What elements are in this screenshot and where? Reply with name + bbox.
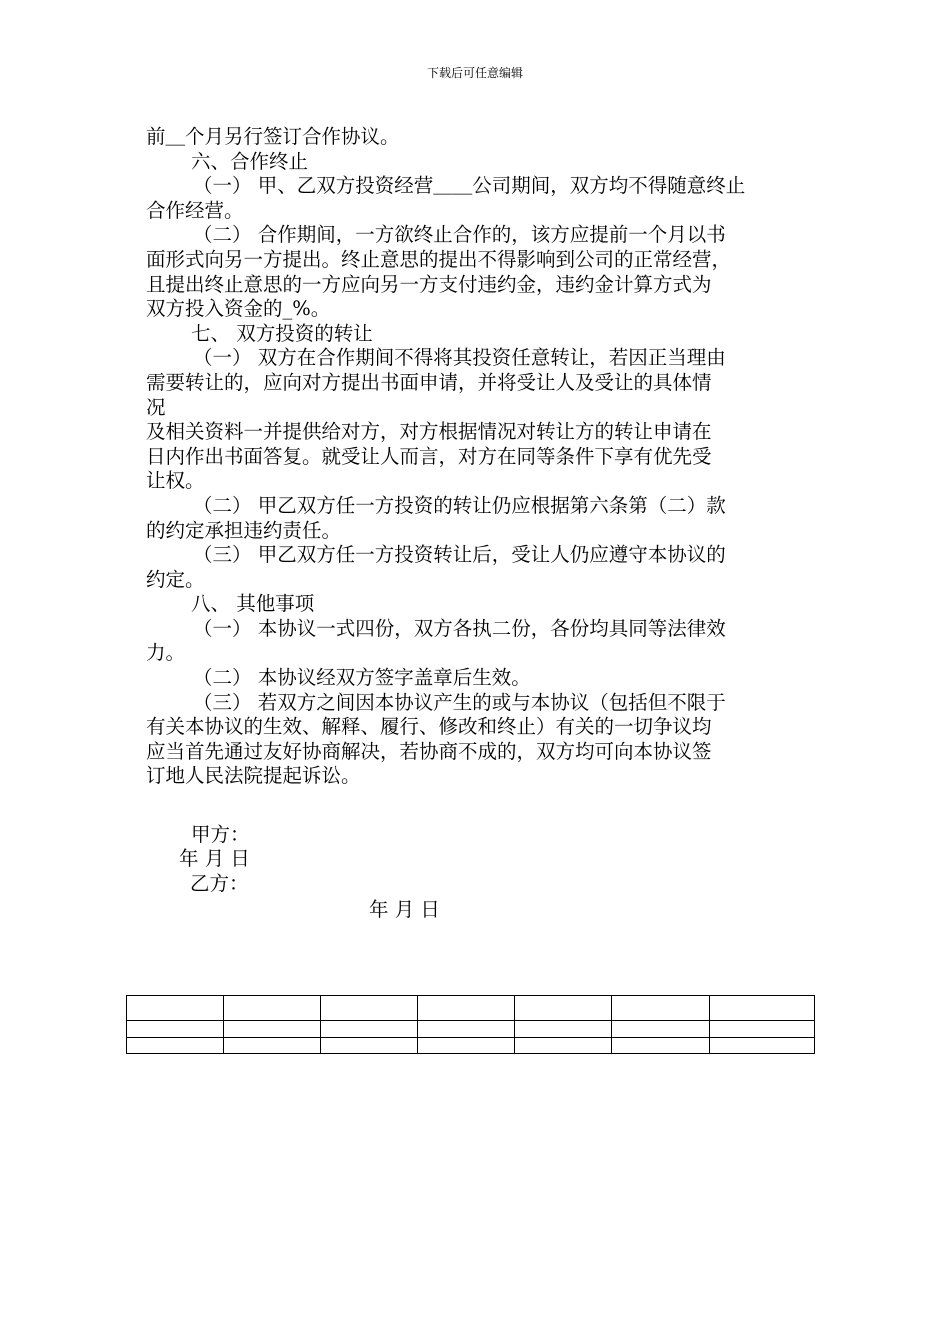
table-cell: [224, 1021, 321, 1038]
party-a-label: 甲方：: [191, 823, 250, 846]
body-line: （一） 本协议一式四份，双方各执二份，各份均具同等法律效: [193, 616, 726, 640]
party-b-label: 乙方：: [190, 872, 249, 895]
table-cell: [710, 1021, 815, 1038]
agreement-body: [146, 125, 826, 789]
body-line: 让权。: [146, 469, 205, 493]
table-cell: [418, 996, 515, 1021]
page-header: 下载后可任意编辑: [426, 66, 523, 80]
body-line: 约定。: [146, 567, 205, 591]
body-line: （一） 甲、乙双方投资经营＿＿公司期间，双方均不得随意终止: [193, 174, 746, 198]
body-line: （二） 甲乙双方任一方投资的转让仍应根据第六条第（二）款: [193, 493, 726, 517]
body-line: 应当首先通过友好协商解决，若协商不成的，双方均可向本协议签: [146, 739, 712, 763]
table-cell: [418, 1038, 515, 1054]
body-line: 有关本协议的生效、解释、履行、修改和终止）有关的一切争议均: [146, 715, 712, 739]
body-line: 八、 其他事项: [191, 592, 315, 616]
body-line: 需要转让的，应向对方提出书面申请，并将受让人及受让的具体情: [146, 370, 712, 394]
table-cell: [321, 1038, 418, 1054]
table-cell: [710, 1038, 815, 1054]
table-cell: [710, 996, 815, 1021]
body-line: （三） 若双方之间因本协议产生的或与本协议（包括但不限于: [193, 690, 726, 714]
body-line: （二） 本协议经双方签字盖章后生效。: [193, 666, 531, 690]
table-row: [127, 1038, 815, 1054]
table-cell: [321, 996, 418, 1021]
table-row: [127, 1021, 815, 1038]
table-cell: [612, 1021, 710, 1038]
body-line: 合作经营。: [146, 198, 244, 222]
party-a-date: 年 月 日: [179, 847, 250, 870]
table-row: [127, 996, 815, 1021]
body-line: 的约定承担违约责任。: [146, 518, 342, 542]
table-cell: [515, 1038, 612, 1054]
body-line: （三） 甲乙双方任一方投资转让后，受让人仍应遵守本协议的: [193, 543, 726, 567]
table-cell: [224, 1038, 321, 1054]
table-cell: [224, 996, 321, 1021]
table-cell: [612, 1038, 710, 1054]
table-cell: [127, 1021, 224, 1038]
party-b-date: 年 月 日: [369, 898, 440, 921]
table-cell: [418, 1021, 515, 1038]
table-cell: [612, 996, 710, 1021]
body-line: 及相关资料一并提供给对方，对方根据情况对转让方的转让申请在: [146, 420, 712, 444]
table-cell: [127, 1038, 224, 1054]
body-line: 且提出终止意思的一方应向另一方支付违约金，违约金计算方式为: [146, 272, 712, 296]
body-line: 日内作出书面答复。就受让人而言，对方在同等条件下享有优先受: [146, 444, 712, 468]
table-cell: [127, 996, 224, 1021]
body-line: 七、 双方投资的转让: [191, 321, 373, 345]
table-cell: [515, 996, 612, 1021]
body-line: 力。: [146, 641, 186, 665]
body-line: 况: [146, 395, 166, 419]
body-line: 六、合作终止: [191, 149, 309, 173]
body-line: 前＿个月另行签订合作协议。: [146, 125, 400, 148]
body-line: 双方投入资金的_%。: [146, 297, 331, 321]
blank-table: [126, 995, 815, 1054]
body-line: 订地人民法院提起诉讼。: [146, 764, 361, 788]
body-line: 面形式向另一方提出。终止意思的提出不得影响到公司的正常经营，: [146, 247, 732, 271]
table-cell: [515, 1021, 612, 1038]
body-line: （一） 双方在合作期间不得将其投资任意转让，若因正当理由: [193, 346, 726, 370]
body-line: （二） 合作期间，一方欲终止合作的，该方应提前一个月以书: [193, 223, 726, 247]
table-cell: [321, 1021, 418, 1038]
